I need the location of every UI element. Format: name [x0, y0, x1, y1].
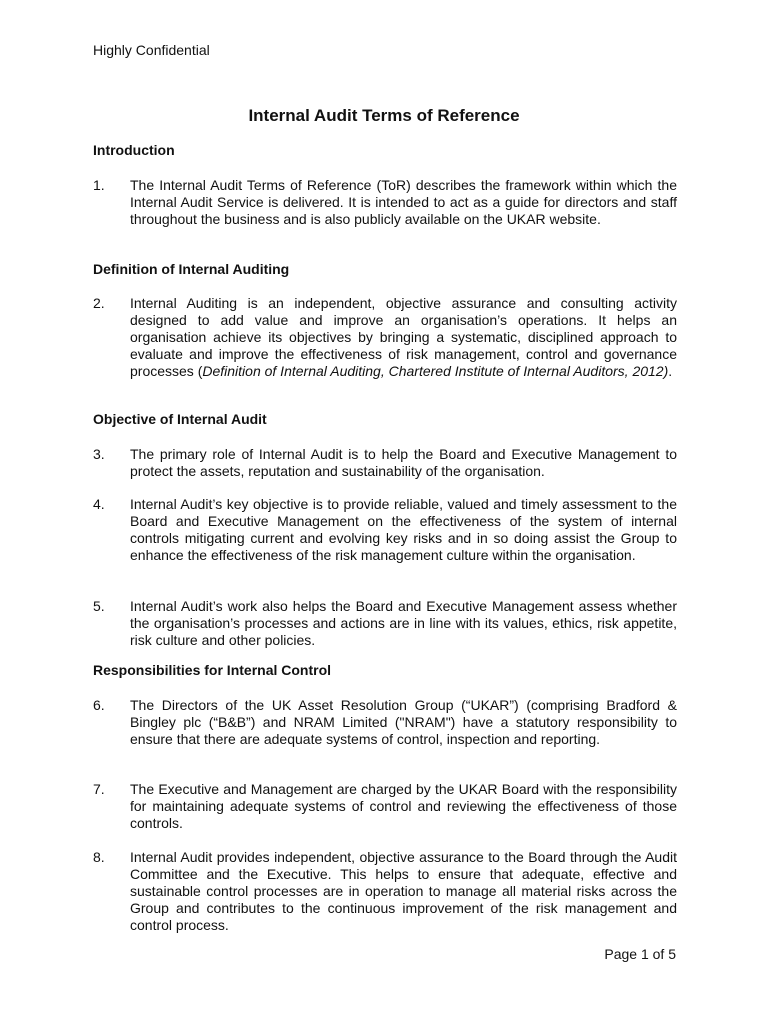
- paragraph-text: [130, 295, 677, 380]
- paragraph-number: 4.: [93, 496, 105, 512]
- section-heading-responsibilities: Responsibilities for Internal Control: [93, 662, 332, 678]
- document-title: Internal Audit Terms of Reference: [248, 106, 520, 125]
- paragraph-text-end: .: [668, 363, 673, 379]
- paragraph-7: [93, 781, 677, 832]
- paragraph-text: Internal Audit provides independent, objective assurance to the Board through the Audit Committee and the Executive. This helps to ensure that adequate, effective and sustainable control processes are in operation to manage all material risks across the Group and contributes to the continuous improvement of the risk management and control process.: [130, 849, 677, 933]
- paragraph-number: 6.: [93, 697, 105, 713]
- paragraph-number: 7.: [93, 781, 105, 797]
- section-heading-definition: Definition of Internal Auditing: [93, 261, 290, 277]
- paragraph-text: The primary role of Internal Audit is to help the Board and Executive Management to protect the assets, reputation and sustainability of the organisation.: [130, 446, 677, 479]
- paragraph-text: Internal Audit’s work also helps the Board and Executive Management assess whether the organisation’s processes and actions are in line with its values, ethics, risk appetite, risk culture and other policies.: [130, 598, 677, 648]
- paragraph-5: [93, 598, 677, 649]
- paragraph-4: [93, 496, 677, 564]
- section-heading-objective: Objective of Internal Audit: [93, 411, 267, 427]
- paragraph-number: 1.: [93, 177, 105, 193]
- paragraph-text: Internal Audit’s key objective is to provide reliable, valued and timely assessment to the Board and Executive Management on the effectiveness of the system of internal controls mitigating current and evolving key risks and in so doing assist the Group to enhance the effectiveness of the risk management culture within the organisation.: [130, 496, 677, 563]
- paragraph-text: The Directors of the UK Asset Resolution Group (“UKAR”) (comprising Bradford & Bingley plc (“B&B”) and NRAM Limited ("NRAM") have a statutory responsibility to ensure that there are adequate systems of control, inspection and reporting.: [130, 697, 677, 747]
- confidentiality-label: Highly Confidential: [93, 42, 210, 58]
- paragraph-number: 5.: [93, 598, 105, 614]
- paragraph-text: The Executive and Management are charged by the UKAR Board with the responsibility for maintaining adequate systems of control and reviewing the effectiveness of those controls.: [130, 781, 677, 831]
- paragraph-8: [93, 849, 677, 934]
- paragraph-6: [93, 697, 677, 748]
- paragraph-number: 3.: [93, 446, 105, 462]
- paragraph-1: [93, 177, 677, 228]
- page-number: Page 1 of 5: [604, 946, 676, 962]
- paragraph-text-main: Internal Auditing is an independent, objective assurance and consulting activity designed to add value and improve an organisation’s operations. It helps an organisation achieve its objectives by bringing a systematic, disciplined approach to evaluate and improve the effectiveness of risk management, control and governance processes (: [130, 295, 677, 379]
- paragraph-3: [93, 446, 677, 480]
- paragraph-2: [93, 295, 677, 380]
- paragraph-text: The Internal Audit Terms of Reference (ToR) describes the framework within which the Internal Audit Service is delivered. It is intended to act as a guide for directors and staff throughout the business and is also publicly available on the UKAR website.: [130, 177, 677, 227]
- paragraph-number: 2.: [93, 295, 105, 311]
- section-heading-introduction: Introduction: [93, 142, 175, 158]
- paragraph-citation: Definition of Internal Auditing, Chartered Institute of Internal Auditors, 2012): [202, 363, 669, 379]
- paragraph-number: 8.: [93, 849, 105, 865]
